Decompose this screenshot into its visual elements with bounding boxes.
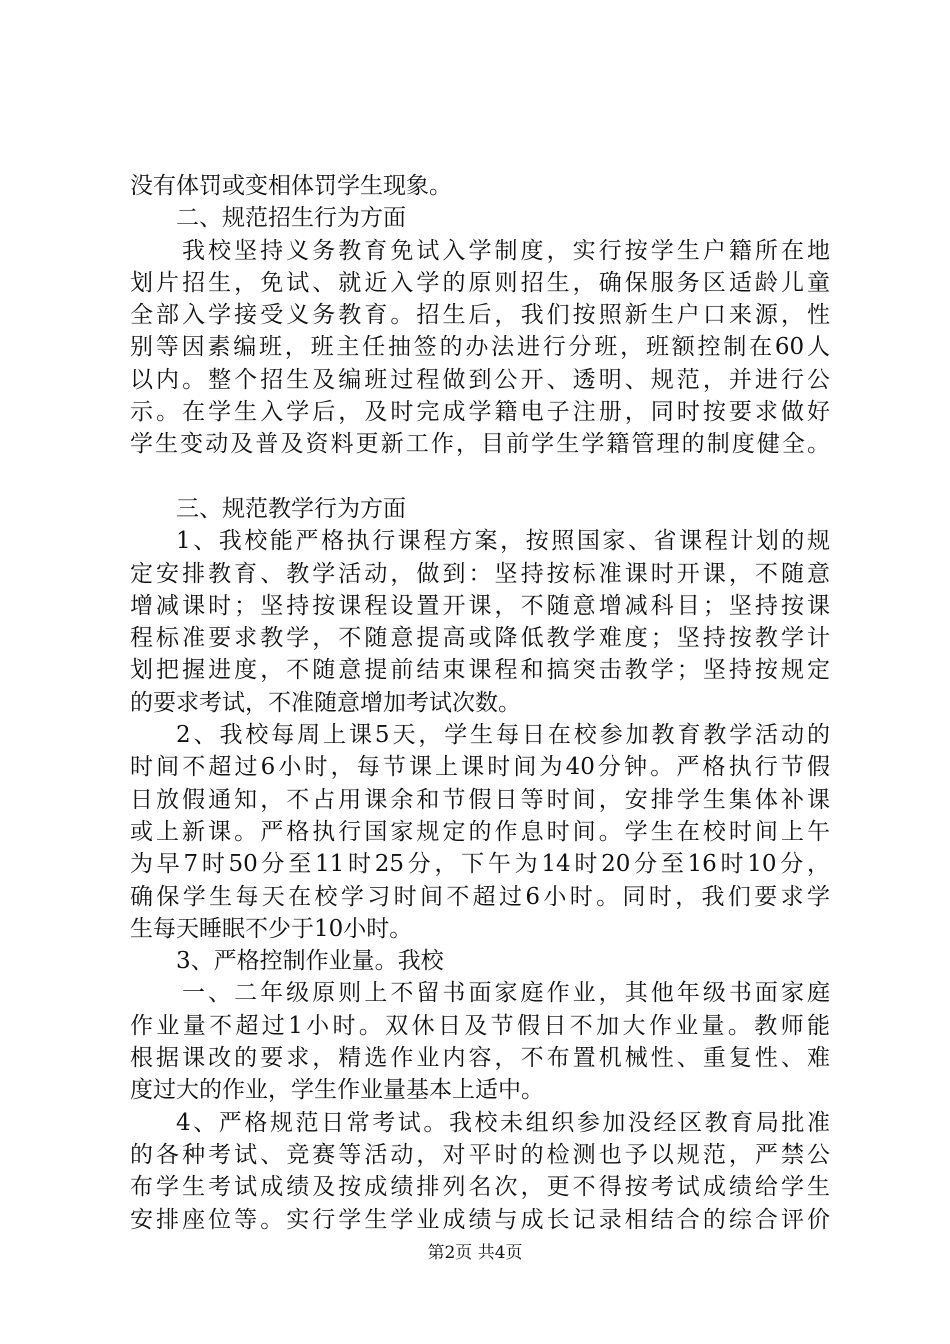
- text-line: 程标准要求教学，不随意提高或降低教学难度；坚持按教学计: [130, 625, 830, 652]
- text-line: 日放假通知，不占用课余和节假日等时间，安排学生集体补课: [130, 786, 830, 813]
- text-line: 为早7时50分至11时25分，下午为14时20分至16时10分，: [130, 851, 830, 878]
- text-line: 我校坚持义务教育免试入学制度，实行按学生户籍所在地: [182, 237, 830, 264]
- text-line: 或上新课。严格执行国家规定的作息时间。学生在校时间上午: [130, 818, 830, 845]
- section-heading: 三、规范教学行为方面: [176, 495, 406, 522]
- text-line: 学生变动及普及资料更新工作，目前学生学籍管理的制度健全。: [130, 431, 830, 458]
- text-line: 生每天睡眠不少于10小时。: [130, 915, 413, 942]
- text-line: 4、严格规范日常考试。我校未组织参加没经区教育局批准: [176, 1109, 830, 1136]
- text-line: 1、我校能严格执行课程方案，按照国家、省课程计划的规: [176, 528, 830, 555]
- text-line: 划把握进度，不随意提前结束课程和搞突击教学；坚持按规定: [130, 657, 830, 684]
- text-line: 示。在学生入学后，及时完成学籍电子注册，同时按要求做好: [130, 399, 830, 426]
- text-line: 度过大的作业，学生作业量基本上适中。: [130, 1077, 544, 1104]
- text-line: 一、二年级原则上不留书面家庭作业，其他年级书面家庭: [182, 980, 830, 1007]
- section-heading: 二、规范招生行为方面: [176, 205, 406, 232]
- text-line: 全部入学接受义务教育。招生后，我们按照新生户口来源，性: [130, 302, 830, 329]
- text-line: 根据课改的要求，精选作业内容，不布置机械性、重复性、难: [130, 1045, 830, 1072]
- text-line: 布学生考试成绩及按成绩排列名次，更不得按考试成绩给学生: [130, 1174, 830, 1201]
- text-line: 的要求考试，不准随意增加考试次数。: [130, 689, 521, 716]
- text-line: 2、我校每周上课5天，学生每日在校参加教育教学活动的: [176, 722, 830, 749]
- text-line: 划片招生，免试、就近入学的原则招生，确保服务区适龄儿童: [130, 269, 830, 296]
- text-line: 作业量不超过1小时。双休日及节假日不加大作业量。教师能: [130, 1012, 830, 1039]
- blank-line: [130, 461, 830, 493]
- page-number-footer: 第2页 共4页: [427, 1243, 523, 1263]
- text-line: 的各种考试、竞赛等活动，对平时的检测也予以规范，严禁公: [130, 1141, 830, 1168]
- text-line: 以内。整个招生及编班过程做到公开、透明、规范，并进行公: [130, 366, 830, 393]
- text-line: 没有体罚或变相体罚学生现象。: [130, 173, 452, 199]
- text-line: 确保学生每天在校学习时间不超过6小时。同时，我们要求学: [130, 883, 830, 910]
- text-line: 别等因素编班，班主任抽签的办法进行分班，班额控制在60人: [130, 334, 830, 361]
- text-line: 定安排教育、教学活动，做到：坚持按标准课时开课，不随意: [130, 560, 830, 587]
- text-line: 增减课时；坚持按课程设置开课，不随意增减科目；坚持按课: [130, 592, 830, 619]
- text-line: 3、严格控制作业量。我校: [176, 948, 444, 975]
- text-line: 安排座位等。实行学生学业成绩与成长记录相结合的综合评价: [130, 1206, 830, 1233]
- text-line: 时间不超过6小时，每节课上课时间为40分钟。严格执行节假: [130, 754, 830, 781]
- body-text: [130, 170, 830, 1236]
